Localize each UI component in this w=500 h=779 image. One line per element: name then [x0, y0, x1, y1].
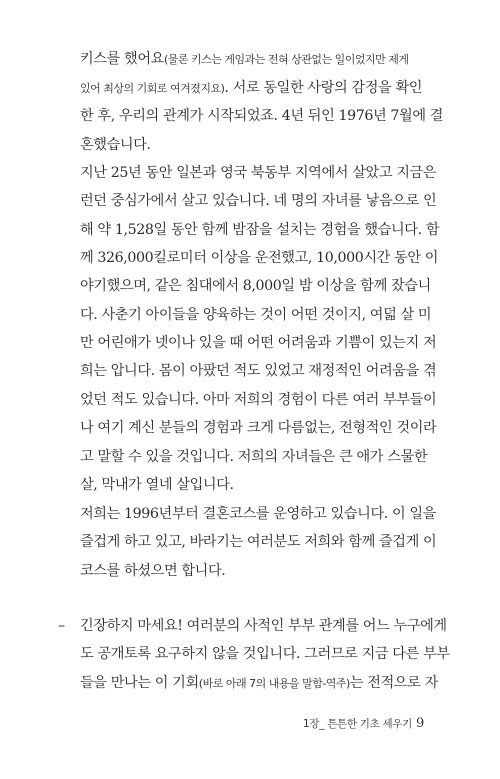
text-line-15 — [80, 447, 428, 467]
text-run: 도 공개토록 요구하지 않을 것입니다. 그러므로 지금 다른 부부 — [80, 646, 450, 662]
text-line-17 — [80, 504, 436, 524]
bullet-line-1 — [80, 616, 447, 636]
chapter-title: 1장_ 튼튼한 기초 세우기 — [302, 718, 413, 730]
text-run: 살, 막내가 열네 살입니다. — [80, 477, 234, 493]
text-run: . 서로 동일한 사랑의 감정을 확인 — [224, 80, 423, 96]
bullet-dash: – — [58, 618, 66, 634]
text-line-3 — [80, 106, 444, 126]
text-line-10 — [80, 305, 432, 325]
text-run: 나 여기 계신 분들의 경험과 크게 다름없는, 전형적인 것이라 — [80, 420, 437, 436]
text-line-16 — [80, 475, 425, 495]
text-run: 즐겁게 하고 있고, 바라기는 여러분도 저희와 함께 즐겁게 이 — [80, 534, 437, 550]
page-footer — [303, 716, 424, 731]
text-run: 들을 만나는 이 기회 — [80, 675, 199, 691]
text-run: 께 326,000킬로미터 이상을 운전했고, 10,000시간 동안 이 — [80, 250, 439, 266]
text-run: 만 어린애가 넷이나 있을 때 어떤 어려움과 기쁨이 있는지 저 — [80, 335, 437, 351]
text-line-18 — [80, 532, 437, 552]
text-run: 야기했으며, 같은 침대에서 8,000일 밤 이상을 함께 잤습니 — [80, 278, 431, 294]
text-run: 한 후, 우리의 관계가 시작되었죠. 4년 뒤인 1976년 7월에 결 — [80, 108, 444, 124]
text-note: (바로 아래 7의 내용을 말함-역주) — [198, 677, 350, 690]
text-line-19 — [80, 561, 425, 581]
text-run: 저희는 1996년부터 결혼코스를 운영하고 있습니다. 이 일을 — [80, 506, 436, 522]
text-line-14 — [80, 418, 437, 438]
text-run: 혼했습니다. — [80, 137, 151, 153]
text-run: 해 약 1,528일 동안 함께 밤잠을 설치는 경험을 했습니다. 함 — [80, 222, 440, 238]
text-run: 런던 중심가에서 살고 있습니다. 네 명의 자녀를 낳음으로 인 — [80, 193, 437, 209]
text-run: 는 전적으로 자 — [349, 675, 438, 691]
text-run: 키스를 했어요 — [80, 51, 164, 67]
text-line-9 — [80, 276, 431, 296]
text-line-5 — [80, 163, 437, 183]
text-run: 코스를 하셨으면 합니다. — [80, 563, 226, 579]
text-line-2 — [80, 78, 425, 99]
text-note: (물론 키스는 게임과는 전혀 상관없는 일이었지만 제게 — [163, 53, 409, 66]
text-run: 긴장하지 마세요! 여러분의 사적인 부부 관계를 어느 누구에게 — [80, 618, 447, 634]
text-line-7 — [80, 220, 440, 240]
text-run: 다. 사춘기 아이들을 양육하는 것이 어떤 것이지, 여덟 살 미 — [80, 307, 432, 323]
text-line-1 — [80, 49, 425, 70]
bullet-line-3 — [80, 673, 438, 694]
text-run: 지난 25년 동안 일본과 영국 북동부 지역에서 살았고 지금은 — [80, 165, 437, 181]
text-line-11 — [80, 333, 437, 353]
text-line-13 — [80, 390, 437, 410]
text-line-4 — [80, 135, 425, 155]
text-run: 고 말할 수 있을 것입니다. 저희의 자녀들은 큰 애가 스물한 — [80, 449, 428, 465]
page-number: 9 — [416, 716, 424, 731]
text-run: 었던 적도 있습니다. 아마 저희의 경험이 다른 여러 부부들이 — [80, 392, 437, 408]
text-run: 희는 압니다. 몸이 아팠던 적도 있었고 재정적인 어려움을 겪 — [80, 363, 437, 379]
text-line-6 — [80, 191, 437, 211]
text-line-8 — [80, 248, 439, 268]
bullet-line-2 — [80, 644, 450, 664]
text-line-12 — [80, 361, 437, 381]
text-note: 있어 최상의 기회로 여겨졌지요) — [80, 82, 225, 95]
